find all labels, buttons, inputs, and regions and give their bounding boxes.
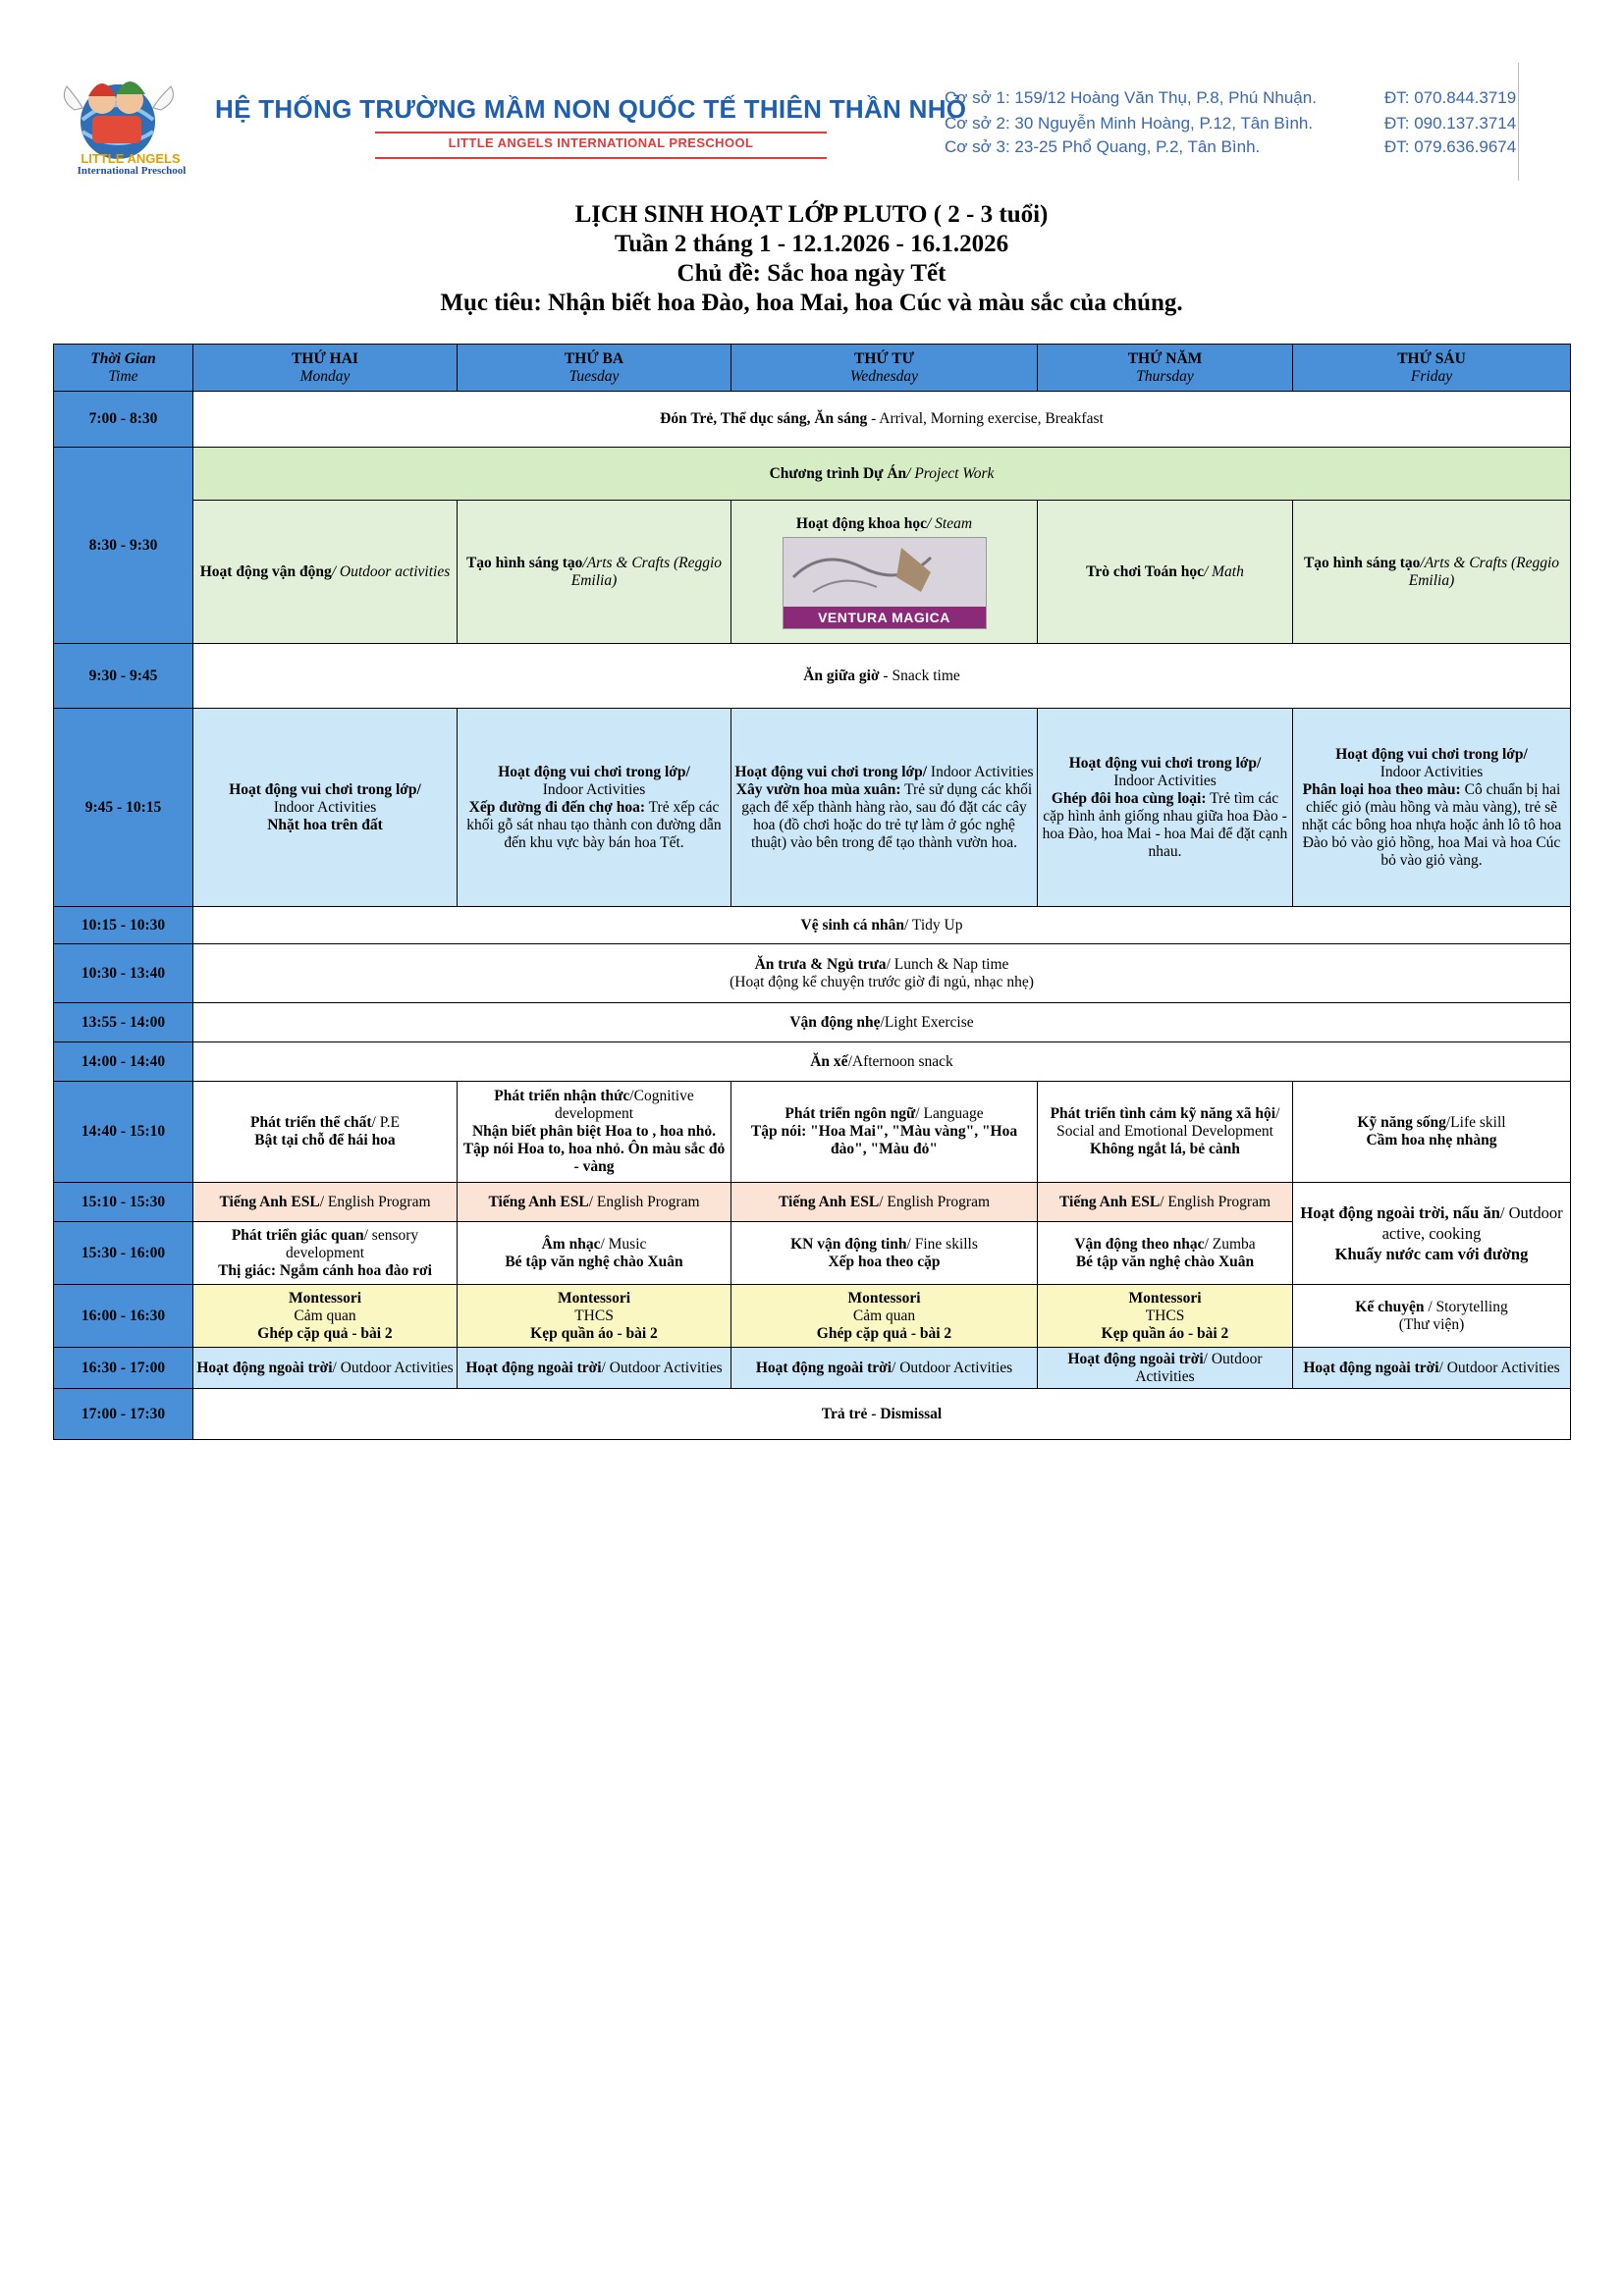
activity-title: Chương trình Dự Án [769, 464, 907, 482]
activity-desc: Indoor Activities [1113, 772, 1217, 789]
activity-desc: / Outdoor activities [331, 562, 451, 580]
activity-cell-friday [1293, 1348, 1571, 1389]
activity-desc: THCS [1145, 1307, 1185, 1324]
activity-title: Vận động nhẹ [789, 1013, 881, 1031]
activity-topic: Phân loại hoa theo màu: [1302, 780, 1461, 798]
activity-topic-desc: Trẻ xếp các khối gỗ sát nhau tạo thành con đường dẫn đến khu vực bày bán hoa Tết. [466, 798, 722, 851]
col-header-wednesday [731, 345, 1038, 392]
activity-topic: Cầm hoa nhẹ nhàng [1366, 1132, 1497, 1148]
table-row [54, 644, 1571, 709]
activity-topic: Khuấy nước cam với đường [1334, 1245, 1529, 1263]
activity-desc: / English Program [588, 1193, 700, 1210]
activity-desc: Cảm quan [852, 1307, 916, 1324]
activity-topic: Xây vườn hoa mùa xuân: [735, 780, 901, 798]
activity-cell [193, 392, 1571, 448]
activity-cell-friday [1293, 501, 1571, 644]
schedule-goal: Mục tiêu: Nhận biết hoa Đào, hoa Mai, hoa Cúc và màu sắc của chúng. [440, 290, 1183, 316]
activity-desc: / Zumba [1204, 1235, 1256, 1253]
activity-topic: Không ngắt lá, bẻ cành [1090, 1141, 1240, 1157]
day-en: Thursday [1136, 367, 1194, 385]
table-row [54, 1042, 1571, 1082]
activity-desc: / Math [1203, 562, 1244, 580]
time-cell: 17:00 - 17:30 [54, 1389, 193, 1440]
activity-desc: / English Program [1160, 1193, 1271, 1210]
activity-cell-monday [193, 1183, 458, 1222]
activity-cell [193, 944, 1571, 1003]
time-cell: 10:15 - 10:30 [54, 907, 193, 944]
time-cell: 8:30 - 9:30 [54, 448, 193, 644]
header-rule [1518, 63, 1519, 181]
activity-cell-friday [1293, 1082, 1571, 1183]
steam-video-thumbnail [783, 537, 987, 629]
activity-topic: Kẹp quần áo - bài 2 [1101, 1324, 1229, 1342]
activity-note: (Hoạt động kể chuyện trước giờ đi ngủ, nhạc nhẹ) [730, 973, 1034, 990]
time-cell: 13:55 - 14:00 [54, 1003, 193, 1042]
activity-title: Hoạt động vui chơi trong lớp/ [1068, 754, 1262, 772]
activity-title: Montessori [1128, 1289, 1202, 1307]
table-header-row [54, 345, 1571, 392]
activity-cell-friday [1293, 1285, 1571, 1348]
activity-desc: /Arts & Crafts (Reggio Emilia) [1408, 554, 1560, 589]
activity-desc: - Arrival, Morning exercise, Breakfast [867, 410, 1104, 427]
activity-cell-wednesday [731, 709, 1038, 907]
activity-desc: /Cognitive development [554, 1088, 694, 1122]
activity-cell-monday [193, 1222, 458, 1285]
activity-desc: / Outdoor Activities [601, 1359, 723, 1376]
project-work-cell [193, 448, 1571, 501]
activity-desc: Indoor Activities [927, 763, 1034, 780]
activity-cell-wednesday [731, 1348, 1038, 1389]
activity-desc: / Language [915, 1105, 984, 1122]
day-en: Tuesday [568, 367, 620, 385]
activity-title: Tiếng Anh ESL [488, 1193, 589, 1210]
activity-title: Hoạt động ngoài trời [755, 1359, 893, 1376]
activity-cell [193, 1389, 1571, 1440]
schedule-title: LỊCH SINH HOẠT LỚP PLUTO ( 2 - 3 tuổi) [574, 201, 1049, 228]
campus-1-address: Cơ sở 1: 159/12 Hoàng Văn Thụ, P.8, Phú Nhuận. [945, 88, 1317, 107]
activity-title: KN vận động tinh [790, 1235, 907, 1253]
col-header-time [54, 345, 193, 392]
activity-desc: / Social and Emotional Development [1056, 1105, 1280, 1140]
activity-title: Tiếng Anh ESL [219, 1193, 320, 1210]
activity-cell-monday [193, 1285, 458, 1348]
activity-title: Kỹ năng sống [1357, 1114, 1446, 1131]
school-name: HỆ THỐNG TRƯỜNG MẦM NON QUỐC TẾ THIÊN THẦN NHỎ [215, 94, 967, 124]
letterhead [53, 61, 1565, 185]
campus-3-address: Cơ sở 3: 23-25 Phổ Quang, P.2, Tân Bình. [945, 137, 1261, 156]
activity-desc: Indoor Activities [273, 798, 377, 816]
col-header-friday [1293, 345, 1571, 392]
steam-thumbnail-image [784, 538, 986, 607]
activity-desc: / Outdoor Activities [892, 1359, 1013, 1376]
school-subtitle: LITTLE ANGELS INTERNATIONAL PRESCHOOL [448, 135, 754, 150]
table-row [54, 944, 1571, 1003]
activity-title: Âm nhạc [541, 1235, 601, 1253]
activity-cell-thursday [1038, 1222, 1293, 1285]
activity-desc: Indoor Activities [1380, 763, 1484, 780]
campus-2-phone: ĐT: 090.137.3714 [1384, 114, 1517, 133]
activity-title: Hoạt động ngoài trời, nấu ăn [1300, 1203, 1500, 1222]
activity-title: Montessori [847, 1289, 921, 1307]
activity-cell-thursday [1038, 709, 1293, 907]
table-row [54, 709, 1571, 907]
activity-desc: /Afternoon snack [847, 1052, 953, 1070]
activity-cell-thursday [1038, 1082, 1293, 1183]
activity-title: Hoạt động ngoài trời [1303, 1359, 1439, 1376]
activity-cell-thursday [1038, 1348, 1293, 1389]
activity-desc: / Outdoor Activities [332, 1359, 454, 1376]
activity-title: Kể chuyện [1355, 1298, 1425, 1315]
activity-title: Ăn xế [810, 1052, 848, 1070]
time-cell: 9:30 - 9:45 [54, 644, 193, 709]
table-row [54, 1183, 1571, 1222]
activity-cell-friday [1293, 1183, 1571, 1285]
activity-cell-wednesday [731, 1183, 1038, 1222]
activity-cell-tuesday [458, 1082, 731, 1183]
activity-cell-tuesday [458, 709, 731, 907]
time-cell: 16:30 - 17:00 [54, 1348, 193, 1389]
activity-desc: / sensory development [285, 1226, 419, 1261]
activity-title: Hoạt động khoa học [795, 514, 927, 532]
activity-title: Tạo hình sáng tạo [465, 554, 583, 571]
activity-desc: Indoor Activities [542, 780, 646, 798]
day-vi: THỨ HAI [292, 349, 358, 367]
time-cell: 10:30 - 13:40 [54, 944, 193, 1003]
col-header-thursday [1038, 345, 1293, 392]
activity-desc: / Fine skills [906, 1235, 978, 1253]
schedule-week: Tuần 2 tháng 1 - 12.1.2026 - 16.1.2026 [614, 231, 1009, 257]
activity-title: Hoạt động ngoài trời [465, 1359, 602, 1376]
activity-cell-monday [193, 709, 458, 907]
time-cell: 14:00 - 14:40 [54, 1042, 193, 1082]
activity-cell-wednesday [731, 1285, 1038, 1348]
activity-topic: Bé tập văn nghệ chào Xuân [505, 1253, 683, 1270]
activity-topic: Nhận biết phân biệt Hoa to , hoa nhỏ. Tập nói Hoa to, hoa nhỏ. Ôn màu sắc đỏ - vàng [462, 1123, 726, 1175]
activity-desc: / English Program [319, 1193, 431, 1210]
activity-title: Tạo hình sáng tạo [1303, 554, 1421, 571]
activity-desc: Cảm quan [294, 1307, 356, 1324]
day-en: Friday [1410, 367, 1453, 385]
activity-title: Phát triển giác quan [231, 1226, 364, 1244]
time-cell: 16:00 - 16:30 [54, 1285, 193, 1348]
activity-title: Phát triển tình cảm kỹ năng xã hội [1050, 1105, 1276, 1122]
activity-desc: / Steam [927, 514, 973, 532]
activity-desc: / Outdoor active, cooking [1381, 1203, 1563, 1243]
activity-topic: Ghép cặp quả - bài 2 [257, 1324, 393, 1342]
activity-desc: - Snack time [879, 667, 960, 684]
campus-1-phone: ĐT: 070.844.3719 [1384, 88, 1517, 107]
activity-title: Hoạt động vận động [199, 562, 332, 580]
activity-topic: Xếp hoa theo cặp [828, 1253, 941, 1270]
activity-topic-desc: Trẻ sử dụng các khối gạch để xếp thành hàng rào, sau đó đặt các cây hoa (đồ chơi hoặc do trẻ tự làm ở góc nghệ thuật) vào bên trong để tạo thành vườn hoa. [741, 780, 1033, 851]
activity-cell-tuesday [458, 501, 731, 644]
activity-desc: / Lunch & Nap time [886, 955, 1009, 973]
activity-title: Montessori [288, 1289, 362, 1307]
time-cell: 9:45 - 10:15 [54, 709, 193, 907]
activity-cell-thursday [1038, 501, 1293, 644]
activity-topic: Bé tập văn nghệ chào Xuân [1075, 1253, 1255, 1270]
activity-title: Phát triển thể chất [250, 1114, 372, 1131]
activity-topic-desc: Cô chuẩn bị hai chiếc giỏ (màu hồng và màu vàng), trẻ sẽ nhặt các bông hoa nhựa hoặc ảnh lô tô hoa Đào bỏ vào giỏ hồng, hoa Mai và hoa Cúc bỏ vào giỏ vàng. [1301, 780, 1562, 869]
activity-title: Hoạt động vui chơi trong lớp/ [1335, 745, 1528, 763]
activity-title: Phát triển ngôn ngữ [784, 1105, 916, 1122]
activity-cell-friday [1293, 709, 1571, 907]
activity-cell-tuesday [458, 1348, 731, 1389]
divider [375, 132, 827, 133]
activity-topic: Kẹp quần áo - bài 2 [530, 1324, 658, 1342]
activity-desc: / Tidy Up [904, 916, 963, 934]
campus-3-phone: ĐT: 079.636.9674 [1384, 137, 1517, 156]
activity-desc: /Life skill [1445, 1114, 1506, 1131]
activity-cell-thursday [1038, 1183, 1293, 1222]
activity-desc: / Music [600, 1235, 647, 1253]
activity-cell [193, 644, 1571, 709]
logo-text-top: LITTLE ANGELS [81, 151, 181, 166]
activity-desc: / Outdoor Activities [1438, 1359, 1560, 1376]
activity-title: Hoạt động ngoài trời [1067, 1350, 1204, 1367]
activity-note: (Thư viện) [1398, 1315, 1465, 1333]
activity-cell-monday [193, 501, 458, 644]
table-row [54, 448, 1571, 501]
table-row [54, 1003, 1571, 1042]
activity-topic: Ghép đôi hoa cùng loại: [1051, 789, 1207, 807]
divider [375, 157, 827, 159]
activity-title: Hoạt động vui chơi trong lớp/ [229, 780, 421, 798]
table-row [54, 1389, 1571, 1440]
activity-cell-wednesday [731, 1082, 1038, 1183]
activity-desc: / Outdoor Activities [1135, 1350, 1263, 1385]
day-vi: THỨ BA [564, 349, 624, 367]
activity-cell-thursday [1038, 1285, 1293, 1348]
activity-topic: Ghép cặp quả - bài 2 [816, 1324, 952, 1342]
activity-desc: /Light Exercise [880, 1013, 974, 1031]
day-en: Monday [299, 367, 351, 385]
activity-desc: / Project Work [906, 464, 995, 482]
activity-desc: / Storytelling [1424, 1298, 1508, 1315]
activity-cell-tuesday [458, 1222, 731, 1285]
activity-title: Ăn giữa giờ [803, 667, 880, 684]
activity-cell-tuesday [458, 1285, 731, 1348]
steam-thumbnail-caption: VENTURA MAGICA [784, 607, 986, 628]
activity-cell [193, 1003, 1571, 1042]
activity-cell-monday [193, 1348, 458, 1389]
activity-desc: / P.E [371, 1114, 400, 1131]
activity-title: Vệ sinh cá nhân [800, 916, 905, 934]
activity-cell-wednesday [731, 501, 1038, 644]
table-row [54, 1285, 1571, 1348]
table-row [54, 392, 1571, 448]
activity-topic: Thị giác: Ngắm cánh hoa đào rơi [218, 1261, 432, 1279]
activity-title: Hoạt động ngoài trời [196, 1359, 333, 1376]
activity-topic: Nhặt hoa trên đất [267, 816, 383, 833]
activity-title: Đón Trẻ, Thể dục sáng, Ăn sáng [660, 410, 868, 427]
col-header-monday [193, 345, 458, 392]
table-row [54, 501, 1571, 644]
activity-cell-wednesday [731, 1222, 1038, 1285]
activity-title: Hoạt động vui chơi trong lớp/ [498, 763, 690, 780]
time-cell: 14:40 - 15:10 [54, 1082, 193, 1183]
time-cell: 7:00 - 8:30 [54, 392, 193, 448]
activity-cell-monday [193, 1082, 458, 1183]
table-row [54, 1082, 1571, 1183]
col-header-tuesday [458, 345, 731, 392]
schedule-table [53, 344, 1571, 1440]
day-en: Wednesday [849, 367, 919, 385]
activity-desc: / English Program [879, 1193, 991, 1210]
activity-topic-desc: Trẻ tìm các cặp hình ảnh giống nhau giữa hoa Đào - hoa Đào, hoa Mai - hoa Mai để đặt cạnh nhau. [1042, 789, 1288, 860]
activity-title: Vận động theo nhạc [1074, 1235, 1205, 1253]
activity-desc: THCS [574, 1307, 614, 1324]
logo-text-bottom: International Preschool [77, 165, 187, 177]
activity-title: Montessori [557, 1289, 631, 1307]
activity-cell-tuesday [458, 1183, 731, 1222]
activity-title: Hoạt động vui chơi trong lớp/ [734, 763, 928, 780]
activity-title: Tiếng Anh ESL [1058, 1193, 1161, 1210]
activity-title: Trả trẻ - Dismissal [821, 1405, 943, 1422]
activity-desc: /Arts & Crafts (Reggio Emilia) [570, 554, 723, 589]
col-header-time-en: Time [108, 367, 138, 385]
time-cell: 15:10 - 15:30 [54, 1183, 193, 1222]
day-vi: THỨ NĂM [1127, 349, 1203, 367]
col-header-time-vi: Thời Gian [90, 349, 156, 367]
activity-topic: Xếp đường đi đến chợ hoa: [468, 798, 646, 816]
activity-title: Ăn trưa & Ngủ trưa [754, 955, 887, 973]
table-row [54, 1348, 1571, 1389]
table-row [54, 907, 1571, 944]
day-vi: THỨ SÁU [1397, 349, 1466, 367]
activity-topic: Tập nói: "Hoa Mai", "Màu vàng", "Hoa đào", "Màu đỏ" [750, 1123, 1018, 1157]
activity-cell [193, 907, 1571, 944]
campus-2-address: Cơ sở 2: 30 Nguyễn Minh Hoàng, P.12, Tân Bình. [945, 114, 1314, 133]
activity-title: Phát triển nhận thức [494, 1088, 630, 1104]
day-vi: THỨ TƯ [853, 349, 914, 367]
schedule-theme: Chủ đề: Sắc hoa ngày Tết [676, 260, 947, 287]
activity-cell [193, 1042, 1571, 1082]
schedule-titles [0, 200, 1623, 318]
activity-title: Trò chơi Toán học [1086, 562, 1204, 580]
activity-topic: Bật tại chỗ để hái hoa [254, 1132, 396, 1148]
time-cell: 15:30 - 16:00 [54, 1222, 193, 1285]
activity-title: Tiếng Anh ESL [778, 1193, 880, 1210]
